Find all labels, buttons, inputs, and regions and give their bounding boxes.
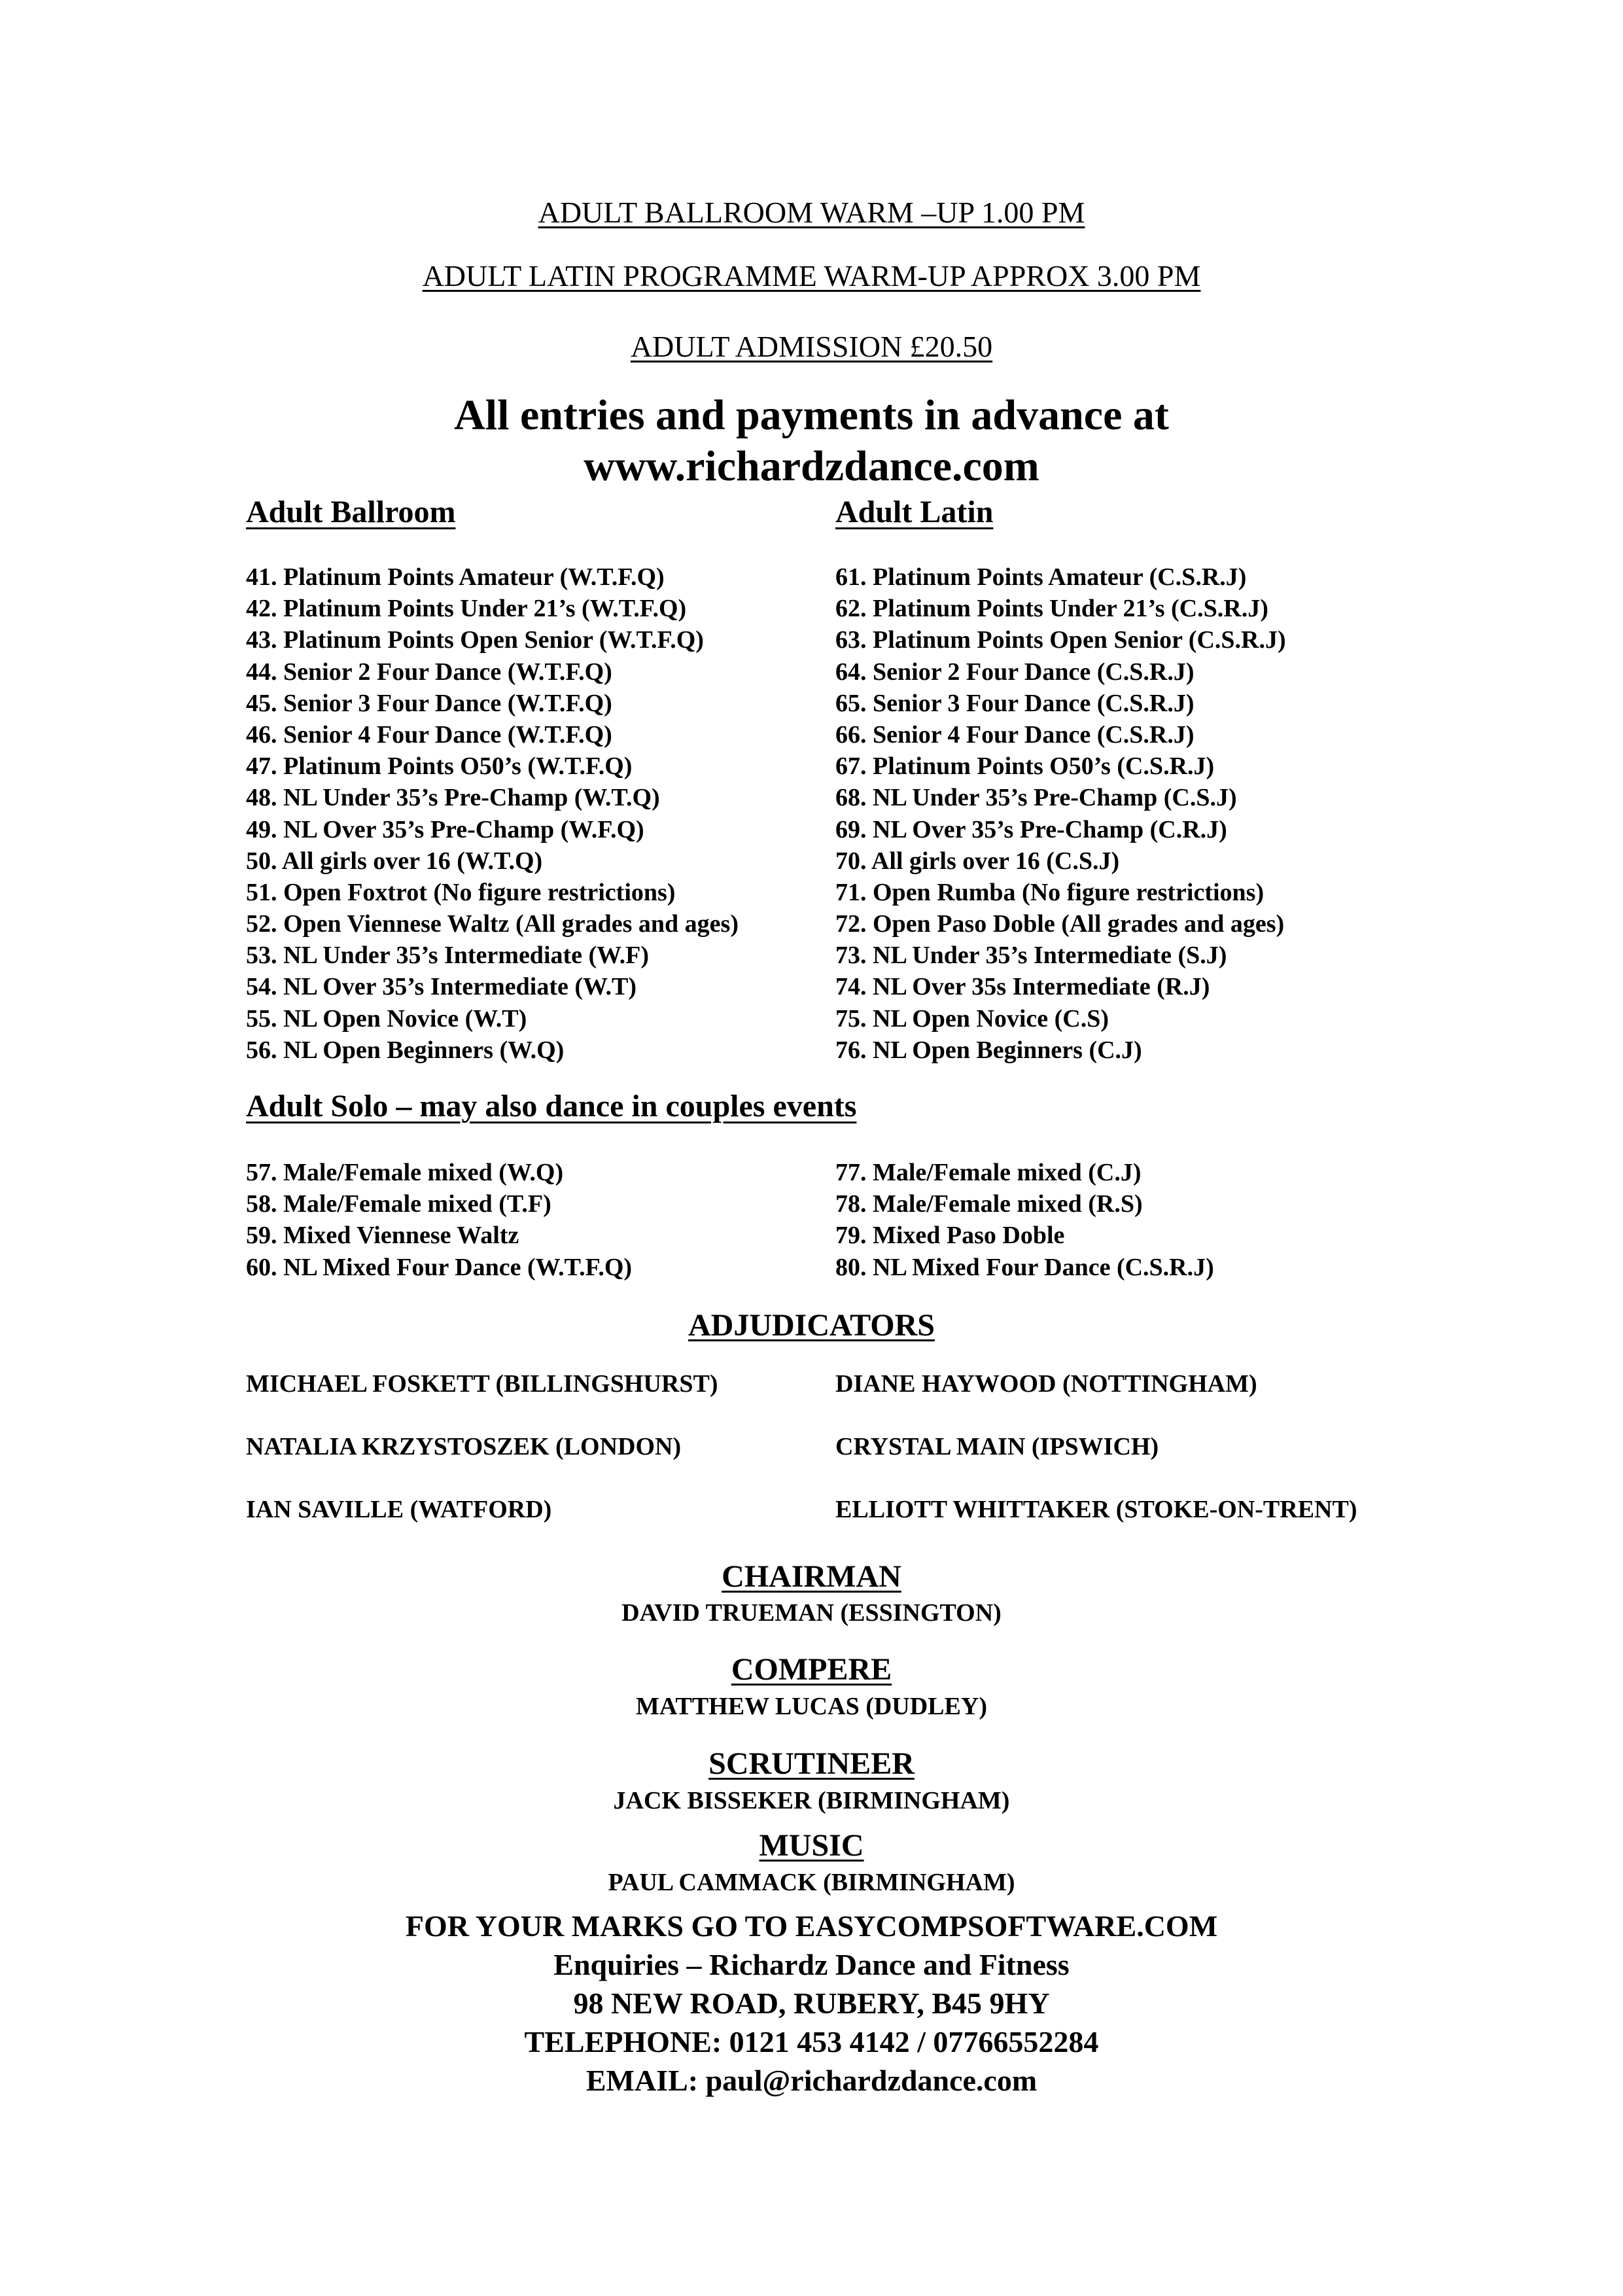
scrutineer-name: JACK BISSEKER (BIRMINGHAM) xyxy=(613,1787,1010,1814)
list-item: 75. NL Open Novice (C.S) xyxy=(835,1004,1109,1033)
list-item: 79. Mixed Paso Doble xyxy=(835,1222,1065,1250)
list-item: 61. Platinum Points Amateur (C.S.R.J) xyxy=(835,563,1247,591)
list-item: 47. Platinum Points O50’s (W.T.F.Q) xyxy=(246,752,633,781)
solo-event-list-right xyxy=(835,1157,1214,1283)
list-item: 43. Platinum Points Open Senior (W.T.F.Q) xyxy=(246,626,704,654)
ballroom-warmup-notice: ADULT BALLROOM WARM –UP 1.00 PM xyxy=(538,196,1085,229)
list-item: 70. All girls over 16 (C.S.J) xyxy=(835,847,1120,875)
chairman-name: DAVID TRUEMAN (ESSINGTON) xyxy=(621,1599,1002,1627)
list-item: 68. NL Under 35’s Pre-Champ (C.S.J) xyxy=(835,784,1237,812)
list-item: 71. Open Rumba (No figure restrictions) xyxy=(835,878,1265,906)
adjudicator-name: IAN SAVILLE (WATFORD) xyxy=(246,1496,552,1523)
list-item: 50. All girls over 16 (W.T.Q) xyxy=(246,847,543,875)
list-item: 51. Open Foxtrot (No figure restrictions) xyxy=(246,878,676,906)
marks-link-text: FOR YOUR MARKS GO TO EASYCOMPSOFTWARE.COM xyxy=(405,1909,1218,1943)
list-item: 42. Platinum Points Under 21’s (W.T.F.Q) xyxy=(246,595,687,623)
adjudicator-name: MICHAEL FOSKETT (BILLINGSHURST) xyxy=(246,1370,718,1398)
list-item: 77. Male/Female mixed (C.J) xyxy=(835,1159,1142,1186)
list-item: 64. Senior 2 Four Dance (C.S.R.J) xyxy=(835,658,1195,686)
list-item: 78. Male/Female mixed (R.S) xyxy=(835,1190,1143,1218)
list-item: 69. NL Over 35’s Pre-Champ (C.R.J) xyxy=(835,815,1227,843)
adjudicator-name: CRYSTAL MAIN (IPSWICH) xyxy=(835,1433,1159,1460)
solo-heading: Adult Solo – may also dance in couples events xyxy=(246,1089,857,1123)
list-item: 65. Senior 3 Four Dance (C.S.R.J) xyxy=(835,689,1195,717)
headline-line1: All entries and payments in advance at xyxy=(454,391,1169,439)
latin-heading: Adult Latin xyxy=(835,495,994,529)
chairman-label: CHAIRMAN xyxy=(722,1559,901,1594)
admission-notice: ADULT ADMISSION £20.50 xyxy=(630,330,993,363)
list-item: 55. NL Open Novice (W.T) xyxy=(246,1004,527,1033)
solo-event-list-left xyxy=(246,1157,632,1283)
list-item: 60. NL Mixed Four Dance (W.T.F.Q) xyxy=(246,1253,633,1281)
list-item: 59. Mixed Viennese Waltz xyxy=(246,1222,519,1250)
adjudicators-heading: ADJUDICATORS xyxy=(688,1308,935,1343)
telephone-text: TELEPHONE: 0121 453 4142 / 07766552284 xyxy=(524,2025,1099,2058)
list-item: 67. Platinum Points O50’s (C.S.R.J) xyxy=(835,752,1215,781)
adjudicator-name: ELLIOTT WHITTAKER (STOKE-ON-TRENT) xyxy=(835,1496,1357,1523)
ballroom-heading: Adult Ballroom xyxy=(246,495,456,529)
list-item: 72. Open Paso Doble (All grades and ages) xyxy=(835,910,1285,938)
list-item: 53. NL Under 35’s Intermediate (W.F) xyxy=(246,942,650,970)
music-label: MUSIC xyxy=(759,1828,864,1863)
list-item: 49. NL Over 35’s Pre-Champ (W.F.Q) xyxy=(246,815,644,843)
adjudicator-name: DIANE HAYWOOD (NOTTINGHAM) xyxy=(835,1370,1257,1398)
list-item: 46. Senior 4 Four Dance (W.T.F.Q) xyxy=(246,720,612,749)
address-text: 98 NEW ROAD, RUBERY, B45 9HY xyxy=(573,1987,1050,2020)
list-item: 58. Male/Female mixed (T.F) xyxy=(246,1190,551,1218)
list-item: 48. NL Under 35’s Pre-Champ (W.T.Q) xyxy=(246,784,660,812)
compere-label: COMPERE xyxy=(731,1652,892,1687)
list-item: 62. Platinum Points Under 21’s (C.S.R.J) xyxy=(835,595,1268,623)
latin-event-list xyxy=(835,561,1286,1066)
list-item: 63. Platinum Points Open Senior (C.S.R.J) xyxy=(835,626,1286,654)
list-item: 56. NL Open Beginners (W.Q) xyxy=(246,1036,565,1064)
list-item: 44. Senior 2 Four Dance (W.T.F.Q) xyxy=(246,658,612,686)
email-text: EMAIL: paul@richardzdance.com xyxy=(585,2064,1038,2097)
list-item: 41. Platinum Points Amateur (W.T.F.Q) xyxy=(246,563,665,591)
list-item: 57. Male/Female mixed (W.Q) xyxy=(246,1159,564,1186)
list-item: 45. Senior 3 Four Dance (W.T.F.Q) xyxy=(246,689,612,717)
scrutineer-label: SCRUTINEER xyxy=(708,1746,915,1781)
adjudicator-name: NATALIA KRZYSTOSZEK (LONDON) xyxy=(246,1433,682,1460)
list-item: 73. NL Under 35’s Intermediate (S.J) xyxy=(835,942,1227,970)
list-item: 66. Senior 4 Four Dance (C.S.R.J) xyxy=(835,720,1195,749)
ballroom-event-list xyxy=(246,561,739,1066)
list-item: 76. NL Open Beginners (C.J) xyxy=(835,1036,1142,1064)
latin-warmup-notice: ADULT LATIN PROGRAMME WARM-UP APPROX 3.00 PM xyxy=(422,259,1201,292)
list-item: 74. NL Over 35s Intermediate (R.J) xyxy=(835,973,1210,1001)
enquiries-text: Enquiries – Richardz Dance and Fitness xyxy=(553,1948,1070,1981)
compere-name: MATTHEW LUCAS (DUDLEY) xyxy=(636,1693,987,1720)
list-item: 80. NL Mixed Four Dance (C.S.R.J) xyxy=(835,1253,1214,1281)
music-name: PAUL CAMMACK (BIRMINGHAM) xyxy=(608,1869,1015,1896)
list-item: 54. NL Over 35’s Intermediate (W.T) xyxy=(246,973,637,1001)
list-item: 52. Open Viennese Waltz (All grades and ages) xyxy=(246,910,739,938)
headline-website: www.richardzdance.com xyxy=(584,442,1039,490)
